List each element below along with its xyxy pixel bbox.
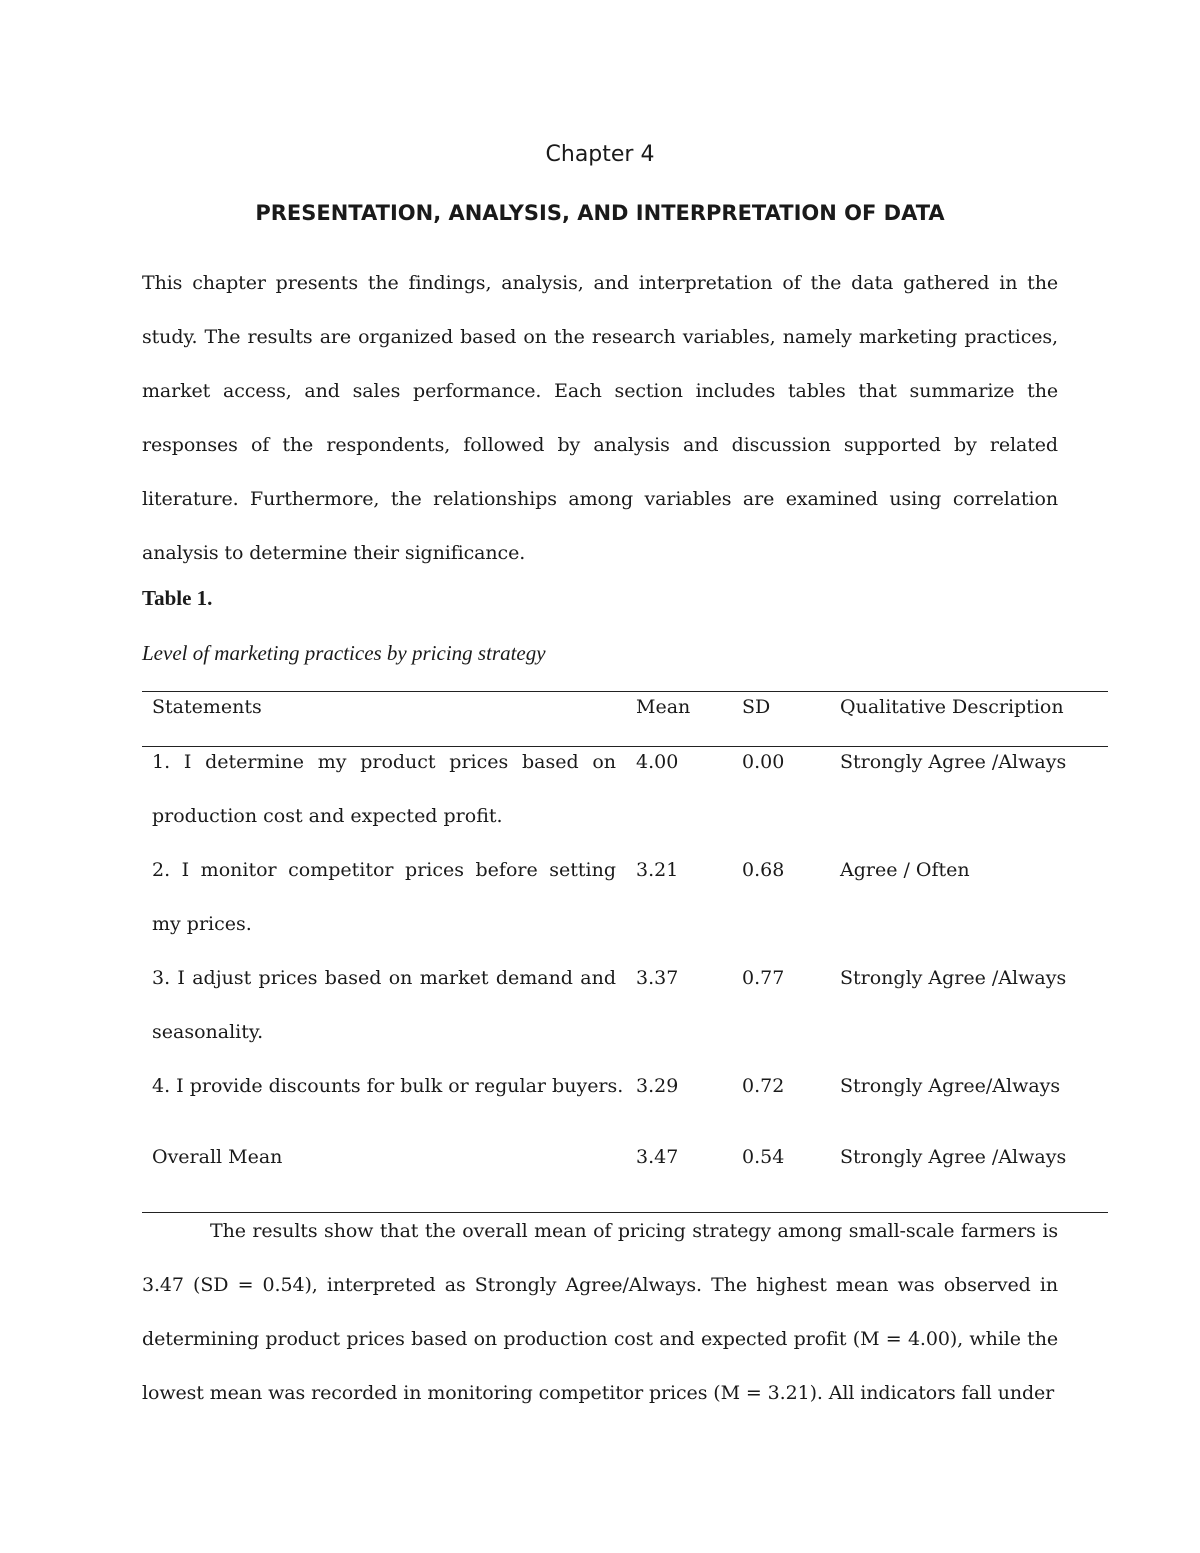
row-sd: 0.77 (742, 967, 785, 989)
overall-label: Overall Mean (152, 1146, 283, 1168)
intro-paragraph: This chapter presents the findings, analysis, and interpretation of the data gathered in the study. The results are organized based on the research variables, namely marketing practices, market access, and sales performance. Each section includes tables that summarize the responses of the respondents, followed by analysis and discussion supported by related literature. Furthermore, the relationships among variables are examined using correlation analysis to determine their significance. (142, 272, 1058, 564)
row-description: Strongly Agree /Always (840, 967, 1067, 989)
header-description: Qualitative Description (840, 696, 1064, 718)
row-description: Strongly Agree /Always (840, 751, 1067, 773)
row-statement: 1. I determine my product prices based on production cost and expected profit. (152, 751, 616, 827)
table-caption: Level of marketing practices by pricing strategy (142, 641, 546, 665)
overall-sd: 0.54 (742, 1146, 785, 1168)
row-mean: 3.37 (636, 967, 679, 989)
row-description: Agree / Often (840, 859, 970, 881)
row-statement: 2. I monitor competitor prices before setting my prices. (152, 859, 616, 935)
discussion-paragraph: The results show that the overall mean of pricing strategy among small-scale farmers is 3.47 (SD = 0.54), interpreted as Strongly Agree/Always. The highest mean was observed in determining product prices based on production cost and expected profit (M = 4.00), while the lowest mean was recorded in monitoring competitor prices (M = 3.21). All indicators fall under (142, 1220, 1058, 1404)
row-mean: 3.21 (636, 859, 679, 881)
row-sd: 0.72 (742, 1075, 785, 1097)
chapter-number: Chapter 4 (545, 142, 655, 167)
table-label: Table 1. (142, 586, 213, 610)
chapter-title: PRESENTATION, ANALYSIS, AND INTERPRETATION OF DATA (255, 201, 945, 225)
row-sd: 0.68 (742, 859, 785, 881)
row-mean: 3.29 (636, 1075, 679, 1097)
row-statement: 4. I provide discounts for bulk or regular buyers. (152, 1075, 624, 1097)
header-sd: SD (742, 696, 771, 718)
header-statements: Statements (152, 696, 262, 718)
row-sd: 0.00 (742, 751, 785, 773)
overall-mean: 3.47 (636, 1146, 679, 1168)
row-description: Strongly Agree/Always (840, 1075, 1061, 1097)
header-mean: Mean (636, 696, 691, 718)
row-statement: 3. I adjust prices based on market demand and seasonality. (152, 967, 616, 1043)
overall-description: Strongly Agree /Always (840, 1146, 1067, 1168)
row-mean: 4.00 (636, 751, 679, 773)
